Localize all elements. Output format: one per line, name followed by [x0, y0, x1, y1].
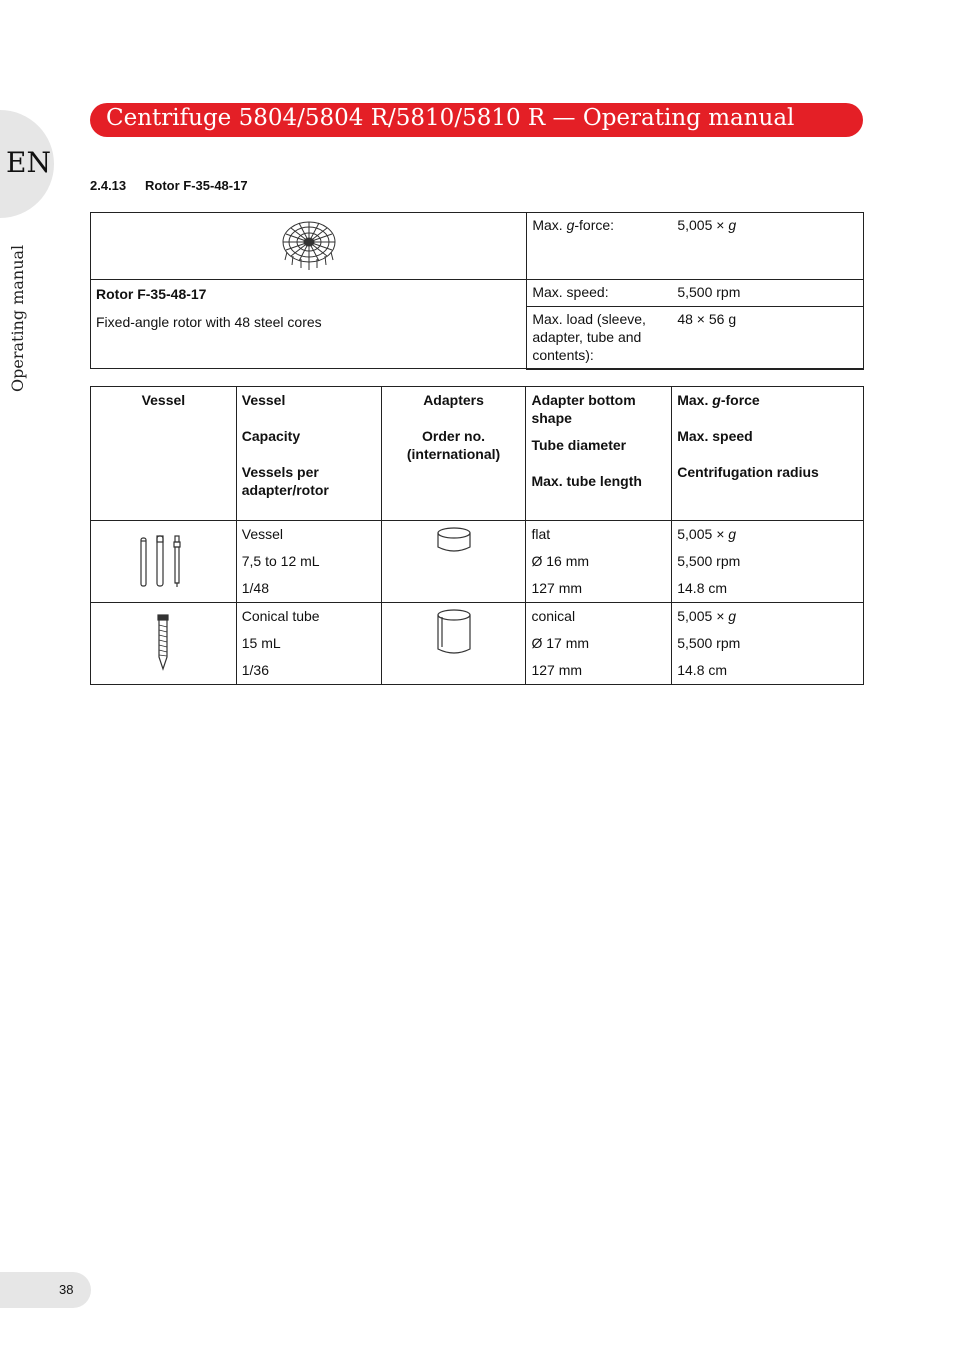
- title-banner: [90, 103, 863, 137]
- adapter-shape-cell: [526, 603, 672, 685]
- conical-adapter-icon: [434, 607, 474, 657]
- section-number: 2.4.13: [90, 178, 127, 193]
- header-vessel-info: Vessel Capacity Vessels per adapter/rotor: [236, 387, 381, 521]
- vessels-per-rotor: 1/36: [241, 662, 269, 678]
- vessel-info-cell: [236, 521, 381, 603]
- max-load-value: 48 × 56 g: [677, 311, 737, 327]
- vessel-capacity: 15 mL: [241, 635, 281, 651]
- vessel-image-cell: [91, 603, 237, 685]
- vessel-name: Vessel: [241, 526, 283, 542]
- side-section-label: Operating manual: [8, 244, 27, 392]
- tube-length: 127 mm: [531, 662, 583, 678]
- limits-cell: [672, 521, 864, 603]
- header-limits: Max. g-force Max. speed Centrifugation radius: [672, 387, 864, 521]
- conical-tube-icon: [153, 613, 173, 671]
- max-g-force-cell: [527, 213, 864, 280]
- adapter-image-cell: [381, 603, 526, 685]
- max-load-cell: [527, 307, 864, 369]
- max-g-force-label: Max. g-force:: [532, 217, 615, 233]
- language-tab: [0, 110, 54, 218]
- vessel-capacity: 7,5 to 12 mL: [241, 553, 320, 569]
- section-title: Rotor F-35-48-17: [145, 178, 248, 193]
- limits-cell: [672, 603, 864, 685]
- vessel-name: Conical tube: [241, 608, 320, 624]
- centrifugation-radius: 14.8 cm: [677, 580, 728, 596]
- section-heading: [90, 178, 248, 193]
- tube-length: 127 mm: [531, 580, 583, 596]
- max-load-label: Max. load (sleeve, adapter, tube and contents):: [532, 311, 646, 363]
- max-speed-value: 5,500 rpm: [677, 284, 741, 300]
- flat-adapter-icon: [434, 525, 474, 555]
- max-speed-cell: [527, 280, 864, 307]
- tube-diameter: Ø 17 mm: [531, 635, 590, 651]
- max-g-force-value: 5,005 × g: [677, 217, 737, 233]
- tube-diameter: Ø 16 mm: [531, 553, 590, 569]
- rotor-description: Fixed-angle rotor with 48 steel cores: [96, 314, 322, 330]
- table-row: [91, 521, 864, 603]
- adapter-shape-cell: [526, 521, 672, 603]
- max-speed: 5,500 rpm: [677, 635, 741, 651]
- page-title: Centrifuge 5804/5804 R/5810/5810 R — Operating manual: [106, 105, 795, 131]
- adapter-image-cell: [381, 521, 526, 603]
- vessel-adapter-table: [90, 386, 864, 685]
- bottom-shape: flat: [531, 526, 551, 542]
- max-g-force: 5,005 × g: [677, 526, 737, 542]
- header-vessel-image: Vessel: [91, 387, 237, 521]
- header-adapters: Adapters Order no. (international): [381, 387, 526, 521]
- tubes-icon: [135, 532, 191, 588]
- rotor-description-cell: [91, 280, 527, 369]
- max-speed-label: Max. speed:: [532, 284, 609, 300]
- table-header-row: [91, 387, 864, 521]
- centrifugation-radius: 14.8 cm: [677, 662, 728, 678]
- vessel-image-cell: [91, 521, 237, 603]
- vessel-info-cell: [236, 603, 381, 685]
- table-row: [91, 603, 864, 685]
- max-g-force: 5,005 × g: [677, 608, 737, 624]
- page-number: 38: [59, 1282, 74, 1297]
- page-number-tab: [0, 1272, 91, 1308]
- rotor-summary-table: [90, 212, 864, 370]
- rotor-icon: [279, 216, 339, 272]
- max-speed: 5,500 rpm: [677, 553, 741, 569]
- bottom-shape: conical: [531, 608, 576, 624]
- rotor-name: Rotor F-35-48-17: [96, 286, 207, 302]
- language-tab-label: EN: [6, 146, 51, 179]
- rotor-image-cell: [91, 213, 527, 280]
- vessels-per-rotor: 1/48: [241, 580, 269, 596]
- header-adapter-shape: Adapter bottom shape Tube diameter Max. tube length: [526, 387, 672, 521]
